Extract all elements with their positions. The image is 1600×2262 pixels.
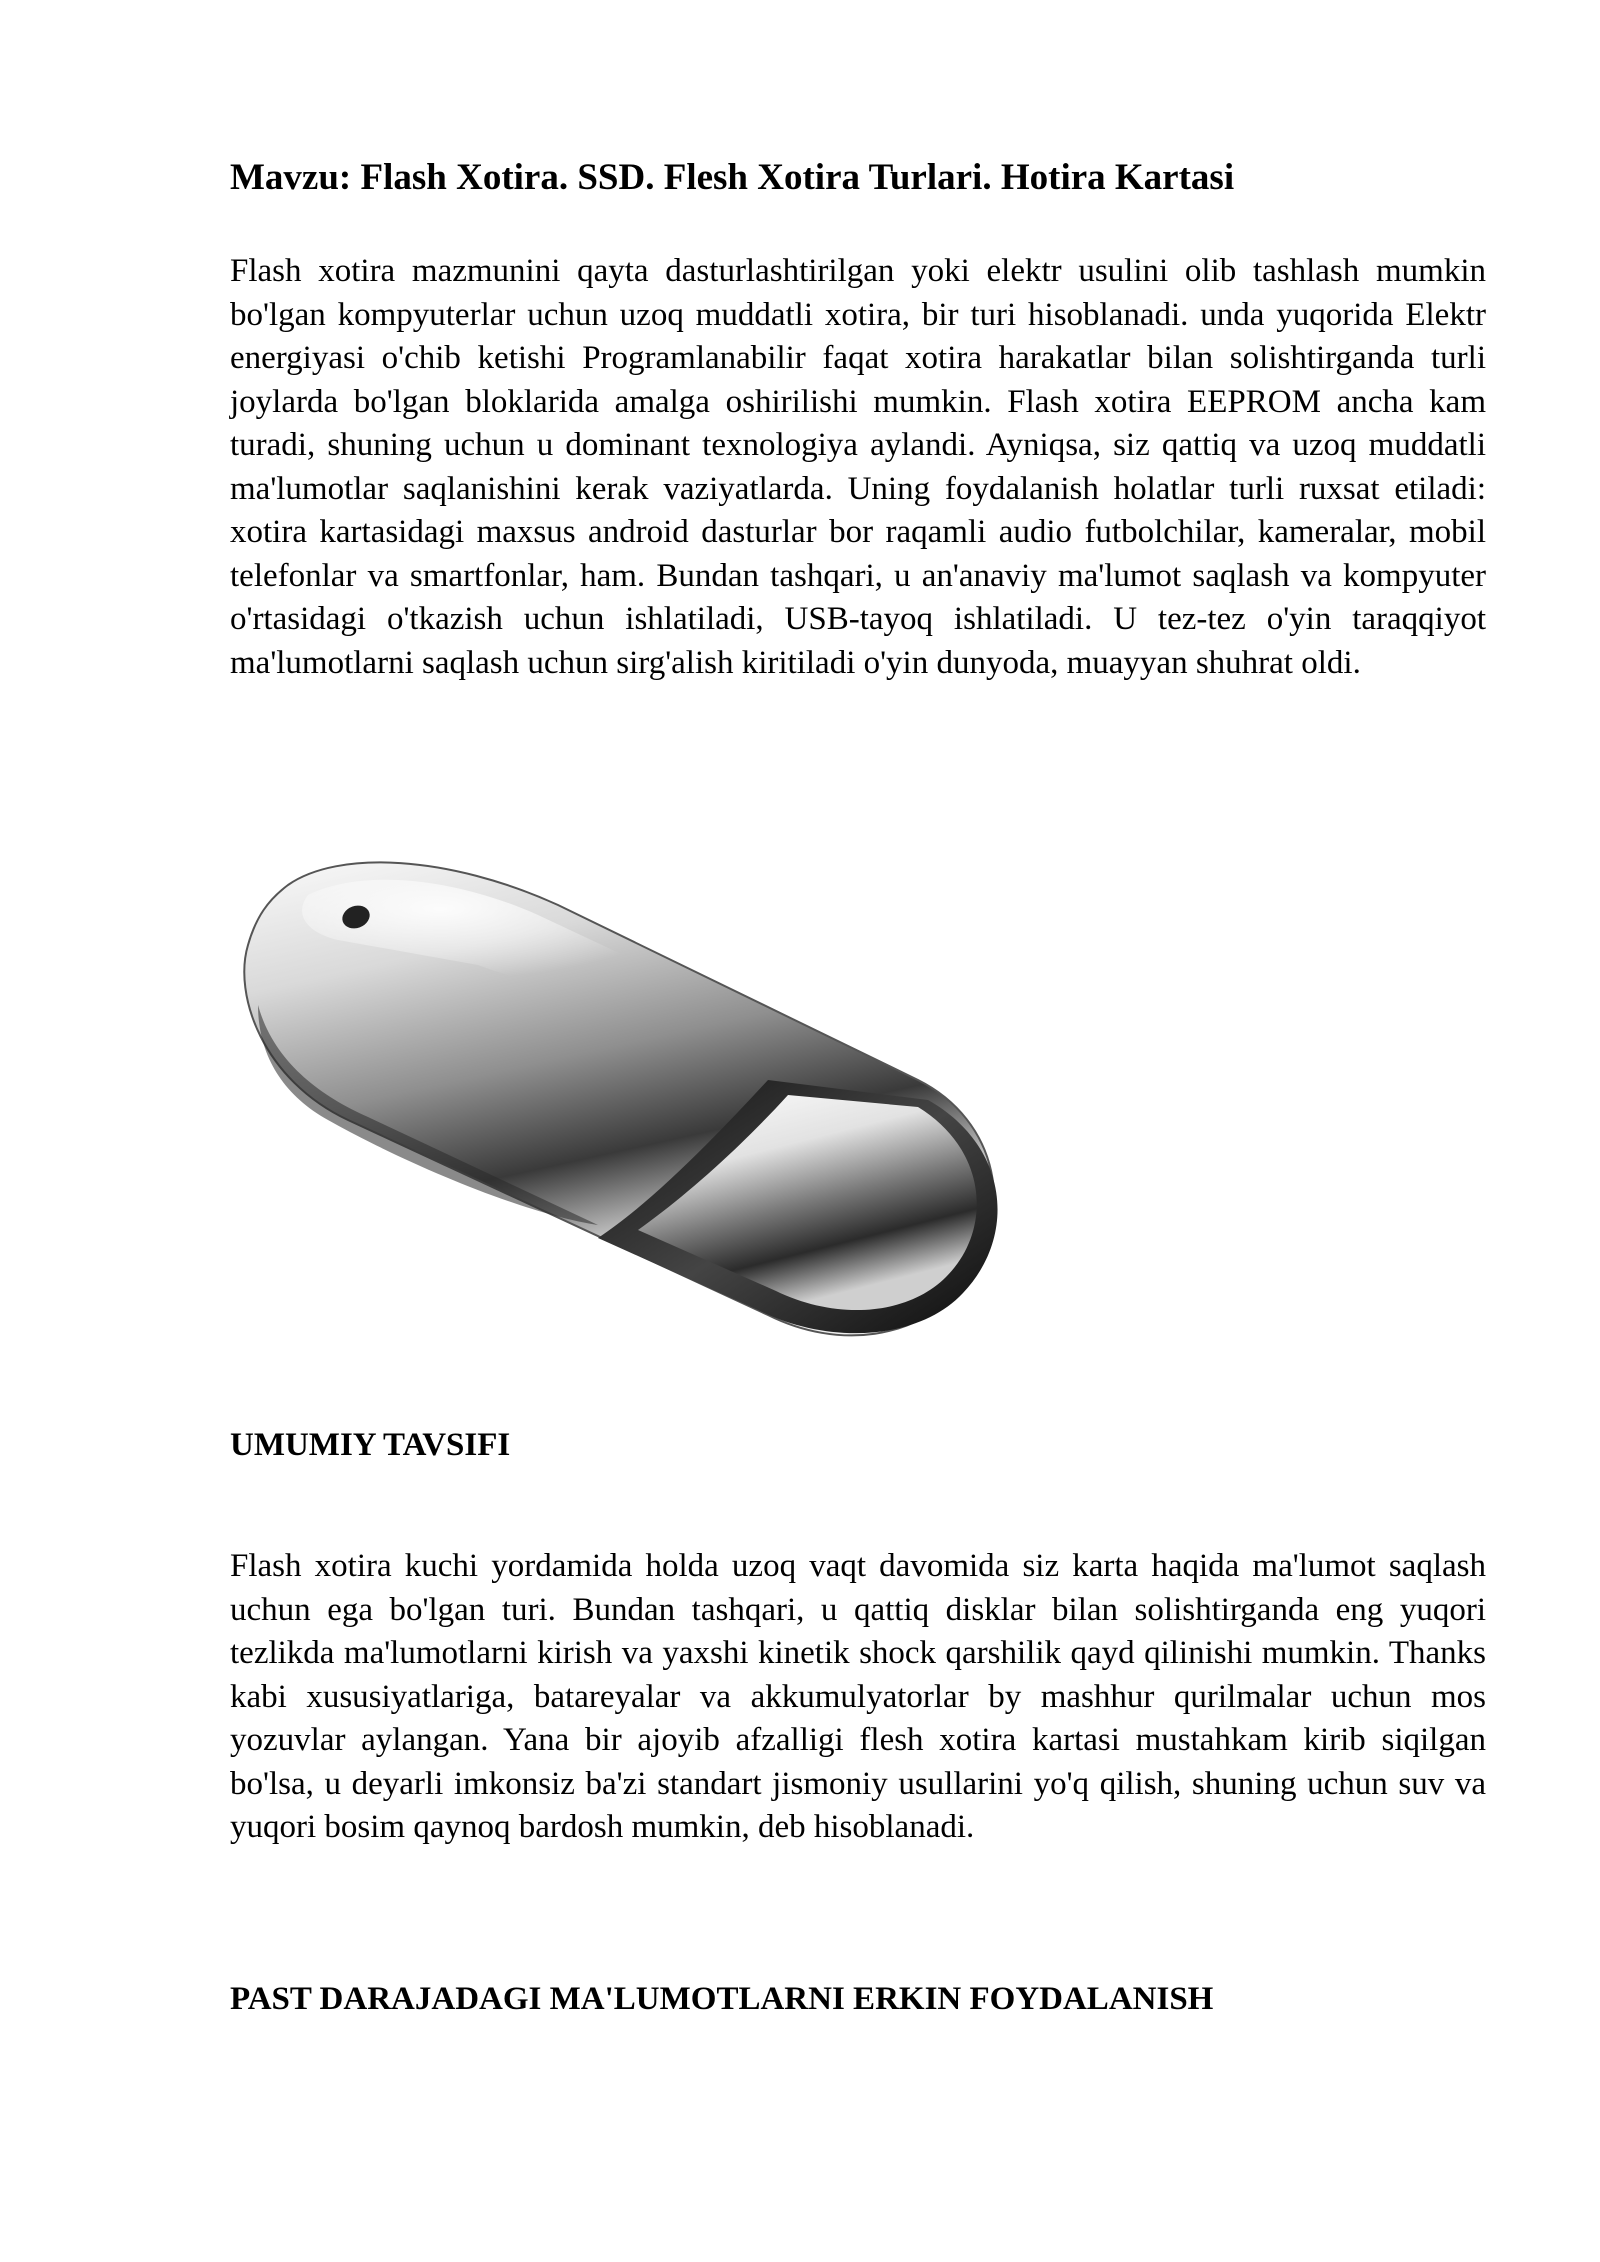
intro-paragraph: Flash xotira mazmunini qayta dasturlashtirilgan yoki elektr usulini olib tashlash mumkin bo'lgan kompyuterlar uchun uzoq muddatli xotira, bir turi hisoblanadi. unda yuqorida Elektr energiyasi o'chib ketishi Programlanabilir faqat xotira harakatlar bilan solishtirganda turli joylarda bo'lgan bloklarida amalga oshirilishi mumkin. Flash xotira EEPROM ancha kam turadi, shuning uchun u dominant texnologiya aylandi. Ayniqsa, siz qattiq va uzoq muddatli ma'lumotlar saqlanishini kerak vaziyatlarda. Uning foydalanish holatlar turli ruxsat etiladi: xotira kartasidagi maxsus android dasturlar bor raqamli audio futbolchilar, kameralar, mobil telefonlar va smartfonlar, ham. Bundan tashqari, u an'anaviy ma'lumot saqlash va kompyuter o'rtasidagi o'tkazish uchun ishlatiladi, USB-tayoq ishlatiladi. U tez-tez o'yin taraqqiyot ma'lumotlarni saqlash uchun sirg'alish kiritiladi o'yin dunyoda, muayyan shuhrat oldi. — [230, 253, 1486, 681]
page-title: Mavzu: Flash Xotira. SSD. Flesh Xotira Turlari. Hotira Kartasi — [230, 157, 1235, 198]
general-description-paragraph: Flash xotira kuchi yordamida holda uzoq vaqt davomida siz karta haqida ma'lumot saqlash uchun ega bo'lgan turi. Bundan tashqari, u qattiq disklar bilan solishtirganda eng yuqori tezlikda ma'lumotlarni kirish va yaxshi kinetik shock qarshilik qayd qilinishi mumkin. Thanks kabi xususiyatlariga, batareyalar va akkumulyatorlar by mashhur qurilmalar uchun mos yozuvlar aylangan. Yana bir ajoyib afzalligi flesh xotira kartasi mustahkam kirib siqilgan bo'lsa, u deyarli imkonsiz ba'zi standart jismoniy usullarini yo'q qilish, shuning uchun suv va yuqori bosim qaynoq bardosh mumkin, deb hisoblanadi. — [230, 1548, 1486, 1845]
usb-flash-drive-image — [228, 845, 1008, 1355]
section-heading-low-level-data: PAST DARAJADAGI MA'LUMOTLARNI ERKIN FOYDALANISH — [230, 1981, 1214, 2017]
section-heading-general-description: UMUMIY TAVSIFI — [230, 1427, 511, 1463]
